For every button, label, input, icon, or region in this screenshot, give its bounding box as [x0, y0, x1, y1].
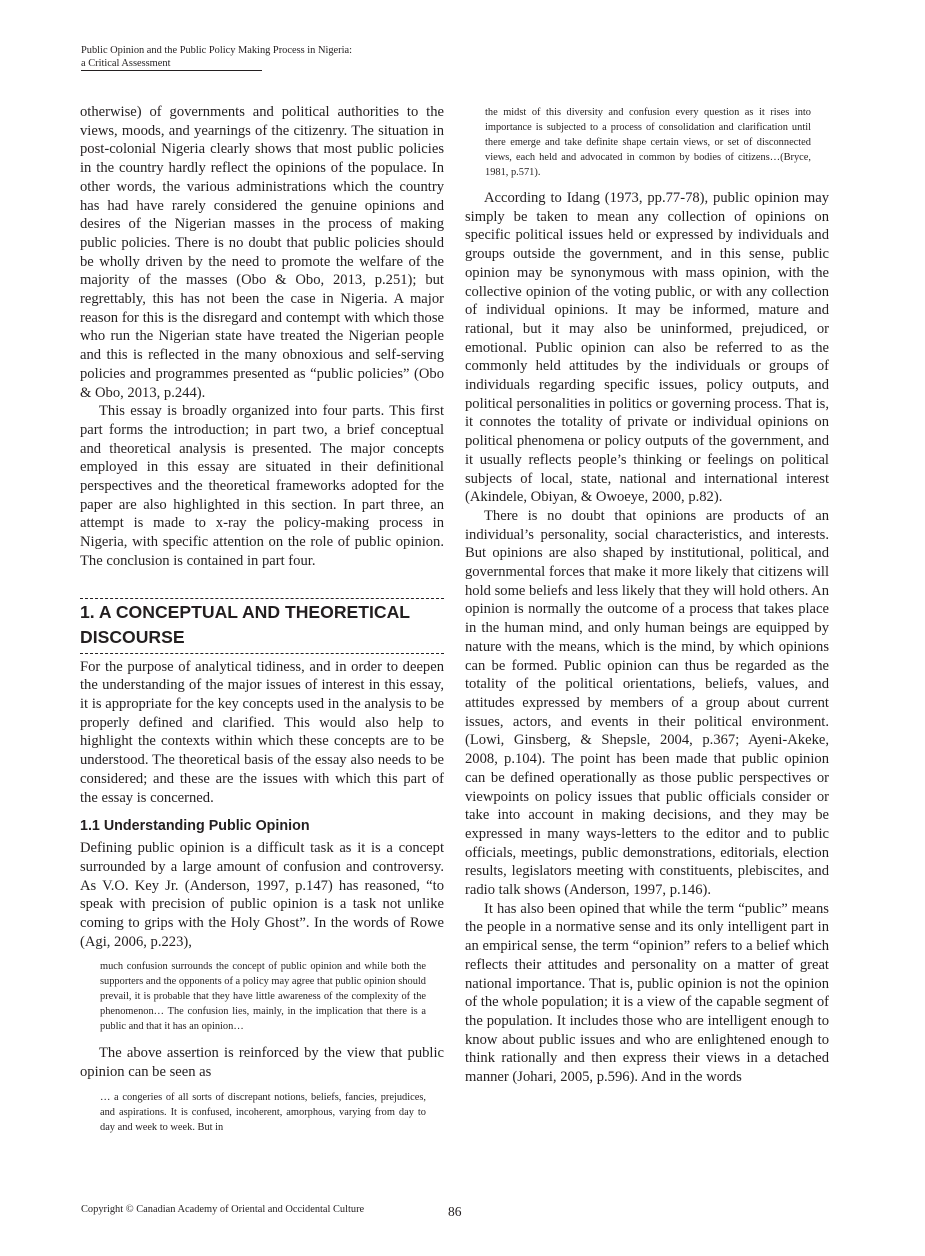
- page-number: 86: [448, 1204, 462, 1219]
- left-column: [80, 103, 444, 1135]
- block-quote: … a congeries of all sorts of discrepant notions, beliefs, fancies, prejudices, and aspirations. It is confused, incoherent, amorphous, varying from day to day and week to week. But in: [100, 1091, 426, 1133]
- body-paragraph: otherwise) of governments and political authorities to the views, moods, and yearnings of the citizenry. The situation in post-colonial Nigeria clearly shows that most public policies in the country hardly reflect the opinions of the populace. In other words, the various administrations which the country has had have rarely considered the genuine opinions and desires of the Nigerian masses in the process of making public policies. There is no doubt that public policies should be wholly driven by the need to promote the welfare of the majority of the masses (Obo & Obo, 2013, p.251); but regrettably, this has not been the case in Nigeria. A major reason for this is the disregard and contempt with which those who run the Nigerian state have treated the Nigerian people and this is reflected in the many obnoxious and self-serving policies and programmes presented as “public policies” (Obo & Obo, 2013, p.244).: [80, 104, 444, 401]
- copyright-footer: Copyright © Canadian Academy of Oriental and Occidental Culture: [81, 1204, 365, 1215]
- body-paragraph: There is no doubt that opinions are products of an individual’s personality, social characteristics, and interests. But opinions are also shaped by institutional, political, and governmental forces that make it more likely that citizens will hold some beliefs and less likely that they will hold others. An opinion is normally the outcome of a process that takes place in the human mind, and only human beings are equipped by nature with the means, which is the mind, by which opinions can be formed. Public opinion can thus be regarded as the totality of the political orientations, beliefs, values, and attitudes expressed by members of a group about current issues, actors, and events in their political environment. (Lowi, Ginsberg, & Shepsle, 2004, p.367; Ayeni-Akeke, 2008, p.104). The point has been made that public opinion can be defined operationally as those public perspectives or viewpoints on policy issues that public officials consider or take into account in making decisions, and they may be expressed in many ways-letters to the editor and to public officials, meetings, public demonstrations, editorials, election results, legislators meeting with constituents, plebiscites, and radio talk shows (Anderson, 1997, p.146).: [465, 507, 829, 899]
- header-title-line-1: Public Opinion and the Public Policy Making Process in Nigeria:: [81, 45, 352, 56]
- block-quote-continued: the midst of this diversity and confusion every question as it rises into importance is subjected to a process of consolidation and clarification until there emerge and take definite shape certain views, or set of disconnected views, each held and advocated in common by bodies of citizens…(Bryce, 1981, p.571).: [485, 107, 811, 178]
- subsection-heading: 1.1 Understanding Public Opinion: [80, 818, 310, 835]
- header-rule: [81, 70, 262, 71]
- section-rule-bottom: [80, 653, 444, 654]
- body-paragraph: Defining public opinion is a difficult task as it is a concept surrounded by a large amount of confusion and controversy. As V.O. Key Jr. (Anderson, 1997, p.147) has reasoned, “to speak with precision of public opinion is a task not unlike coming to grips with the Holy Ghost”. In the words of Rowe (Agi, 2006, p.223),: [80, 840, 444, 950]
- right-column: [465, 103, 829, 1087]
- body-paragraph: According to Idang (1973, pp.77-78), public opinion may simply be taken to mean any collection of opinions on specific political issues held or expressed by individuals and groups outside the government, and in this sense, public opinion may be synonymous with mass opinion, with the collective opinion of the voting public, or with any collection of individual opinions. It may be informed, mature and rational, but it may also be uninformed, prejudiced, or emotional. Public opinion can also be referred to as the commonly held attitudes by the individuals or groups of individuals regarding specific issues, policy outputs, and political personalities in politics or governing process. That is, it connotes the totality of private or individual opinions on political phenomena or policy outputs of the government, and it usually reflects people’s thinking or feelings on political subjects of local, state, national and international interest (Akindele, Obiyan, & Owoeye, 2000, p.82).: [465, 190, 829, 506]
- section-rule-top: [80, 598, 444, 599]
- running-header: [81, 45, 411, 71]
- body-paragraph: For the purpose of analytical tidiness, and in order to deepen the understanding of the major issues of interest in this essay, it is appropriate for the key concepts used in the analysis to be properly defined and clarified. This would also help to highlight the contexts within which these concepts are to be understood. The theoretical basis of the essay also needs to be considered; and these are the issues with which this part of the essay is concerned.: [80, 658, 444, 806]
- body-paragraph: This essay is broadly organized into four parts. This first part forms the introduction; in part two, a brief conceptual and theoretical analysis is presented. The major concepts employed in this essay are situated in their definitional perspectives and the theoretical frameworks adopted for the paper are also highlighted in this section. In part three, an attempt is made to x-ray the policy-making process in Nigeria, with specific attention on the role of public opinion. The conclusion is contained in part four.: [80, 403, 444, 569]
- header-title-line-2: a Critical Assessment: [81, 57, 171, 69]
- body-paragraph: It has also been opined that while the term “public” means the people in a normative sense and its only intelligent part in an empirical sense, the term “opinion” refers to a belief which reflects their attitudes and personality on a matter of great national importance. That is, public opinion is not the opinion of the whole population; it is a view of the capable segment of the population. It includes those who are intelligent enough to know about public issues and who are enlightened enough to think rationally and then express their views in a detached manner (Johari, 2005, p.596). And in the words: [465, 900, 829, 1086]
- block-quote: much confusion surrounds the concept of public opinion and while both the supporters and the opponents of a policy may agree that public opinion should prevail, it is probable that they have little awareness of the complexity of the phenomenon… The confusion lies, mainly, in the implication that there is a public and that it has an opinion…: [100, 961, 426, 1033]
- body-paragraph: The above assertion is reinforced by the view that public opinion can be seen as: [80, 1045, 444, 1081]
- section-heading: 1. A CONCEPTUAL AND THEORETICAL DISCOURSE: [80, 601, 410, 648]
